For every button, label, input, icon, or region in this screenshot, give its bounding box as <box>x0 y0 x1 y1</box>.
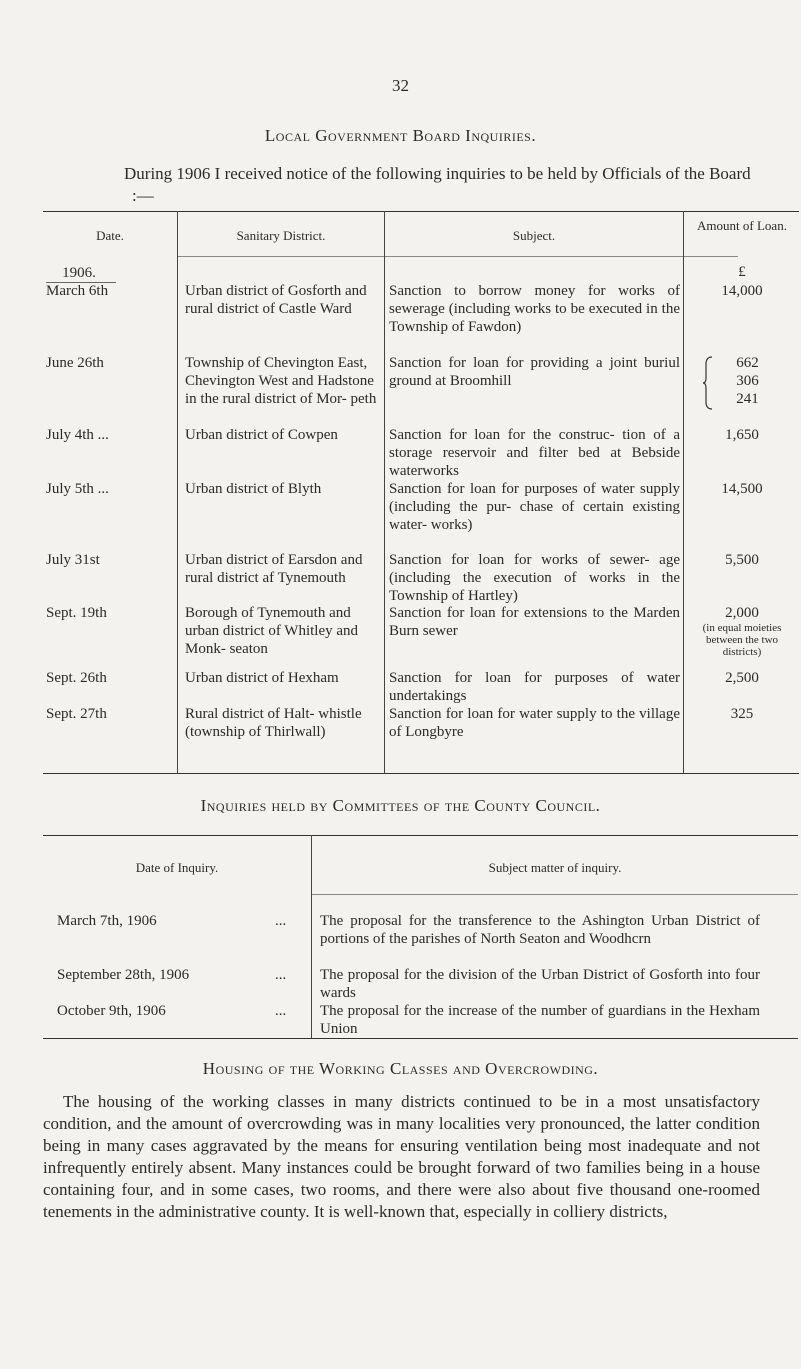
row-3-amount: 1,650 <box>725 427 759 443</box>
row-2-district: Township of Chevington East, Chevington West and Hadstone in the rural district of Mor- peth <box>185 355 377 407</box>
intro-paragraph: During 1906 I received notice of the following inquiries to be held by Officials of the Board :— <box>124 164 751 205</box>
row-2-amount-1: 662 <box>736 355 759 371</box>
row-8-district: Rural district of Halt- whistle (township of Thirlwall) <box>185 706 362 740</box>
row-4-amount: 14,500 <box>721 481 763 497</box>
row-8-subject: Sanction for loan for water supply to the village of Longbyre <box>389 706 680 740</box>
header-rule <box>178 256 738 257</box>
cc-row-1-dots: ... <box>275 913 287 929</box>
row-6-district: Borough of Tynemouth and urban district of Whitley and Monk- seaton <box>185 605 359 657</box>
row-5-amount: 5,500 <box>725 552 759 568</box>
row-7-amount: 2,500 <box>725 670 759 686</box>
currency-symbol: £ <box>738 264 746 280</box>
row-7-date: Sept. 26th <box>46 670 107 686</box>
housing-paragraph: The housing of the working classes in many districts continued to be in a most unsatisfactory condition, and the amount of overcrowding was in many localities very pronounced, the latter condition being in many cases aggravated by the means for ensuring ventilation being most inadequate and not infrequently entirely absent. Many instances could be brought forward of two families being in a house containing four, and in some cases, two rooms, and there were also about five thousand one-roomed tenements in the administrative county. It is well-known that, especially in colliery districts, <box>43 1092 760 1221</box>
row-8-date: Sept. 27th <box>46 706 107 722</box>
heading-lgb-inquiries: Local Government Board Inquiries. <box>264 126 537 145</box>
row-1-district: Urban district of Gosforth and rural district of Castle Ward <box>185 283 367 317</box>
col-divider-2 <box>384 211 385 773</box>
cc-row-2-subject: The proposal for the division of the Urban District of Gosforth into four wards <box>320 967 760 1001</box>
row-2-amount-3: 241 <box>736 391 759 407</box>
row-6-subject: Sanction for loan for extensions to the Marden Burn sewer <box>389 605 680 639</box>
cc-row-2-dots: ... <box>275 967 287 983</box>
row-2-subject: Sanction for loan for providing a joint buriul ground at Broomhill <box>389 355 680 389</box>
row-4-date: July 5th ... <box>46 481 109 497</box>
cc-row-3-subject: The proposal for the increase of the number of guardians in the Hexham Union <box>320 1003 760 1037</box>
header-subject-matter: Subject matter of inquiry. <box>488 860 622 875</box>
row-7-subject: Sanction for loan for purposes of water undertakings <box>389 670 680 704</box>
cc-row-3-dots: ... <box>275 1003 287 1019</box>
header-date: Date. <box>96 228 124 243</box>
heading-committee-inquiries: Inquiries held by Committees of the County Council. <box>200 796 601 815</box>
col-divider-1 <box>177 211 178 773</box>
table2-top-rule <box>43 835 798 836</box>
row-1-amount: 14,000 <box>721 283 763 299</box>
row-1-year: 1906. <box>62 265 96 281</box>
row-1-subject: Sanction to borrow money for works of sewerage (including works to be executed in the Township of Fawdon) <box>389 283 680 335</box>
cc-row-2-date: September 28th, 1906 <box>57 967 190 983</box>
row-4-district: Urban district of Blyth <box>185 481 322 497</box>
row-3-district: Urban district of Cowpen <box>185 427 338 443</box>
header-amount: Amount of Loan. <box>697 218 787 233</box>
row-8-amount: 325 <box>730 706 754 722</box>
cc-row-1-subject: The proposal for the transference to the Ashington Urban District of portions of the parishes of North Seaton and Woodhcrn <box>320 913 760 947</box>
row-6-amount: 2,000 <box>725 605 759 621</box>
table-top-rule <box>43 211 799 212</box>
row-3-date: July 4th ... <box>46 427 109 443</box>
row-6-date: Sept. 19th <box>46 605 107 621</box>
row-2-amount-2: 306 <box>736 373 759 389</box>
table2-bottom-rule <box>43 1038 798 1039</box>
header-date-of-inquiry: Date of Inquiry. <box>135 860 219 875</box>
row-5-date: July 31st <box>46 552 100 568</box>
table-bottom-rule <box>43 773 799 774</box>
row-4-subject: Sanction for loan for purposes of water supply (including the pur- chase of certain existing water- works) <box>389 481 680 533</box>
table2-header-rule <box>312 894 798 895</box>
heading-housing: Housing of the Working Classes and Overcrowding. <box>202 1059 599 1078</box>
cc-row-3-date: October 9th, 1906 <box>57 1003 166 1019</box>
amount-brace <box>702 356 714 410</box>
row-1-date: March 6th <box>46 283 109 299</box>
header-district: Sanitary District. <box>236 228 326 243</box>
row-2-date: June 26th <box>46 355 104 371</box>
row-3-subject: Sanction for loan for the construc- tion of a storage reservoir and filter bed at Bebside waterworks <box>389 427 680 479</box>
row-5-subject: Sanction for loan for works of sewer- age (including the execution of works in the Township of Hartley) <box>389 552 680 604</box>
page-number: 32 <box>392 76 409 95</box>
row-6-amount-note: (in equal moieties between the two districts) <box>702 622 782 658</box>
cc-row-1-date: March 7th, 1906 <box>57 913 157 929</box>
row-7-district: Urban district of Hexham <box>185 670 339 686</box>
header-subject: Subject. <box>512 228 556 243</box>
row-5-district: Urban district of Earsdon and rural district af Tynemouth <box>185 552 363 586</box>
